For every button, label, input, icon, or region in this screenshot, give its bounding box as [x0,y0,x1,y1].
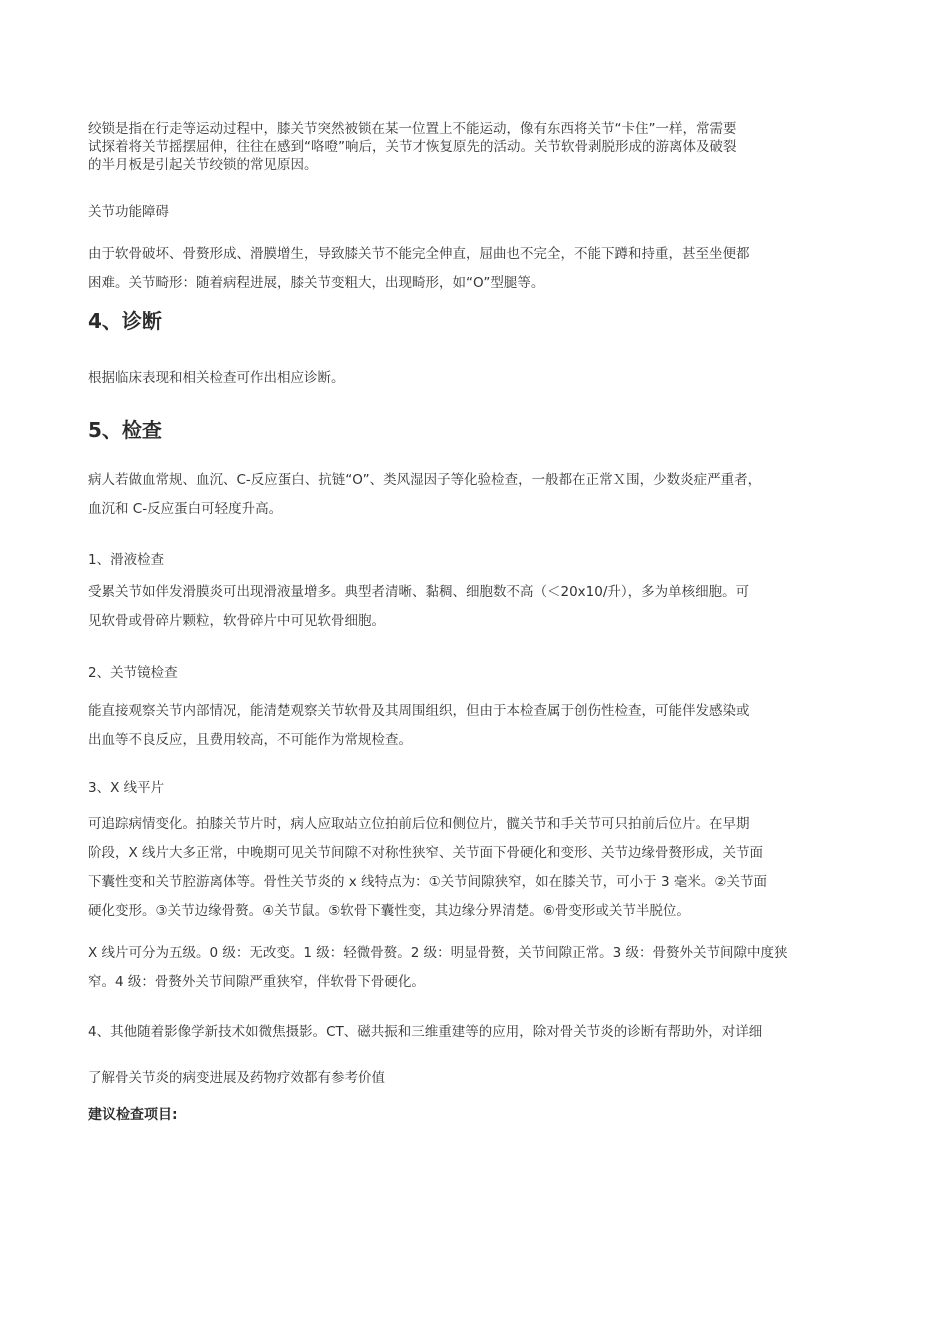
text-line: 阶段，X 线片大多正常，中晚期可见关节间隙不对称性狭窄、关节面下骨硬化和变形、关节边缘骨赘形成，关节面 [88,845,764,861]
text-line: 绞锁是指在行走等运动过程中，膝关节突然被锁在某一位置上不能运动，像有东西将关节“卡住”一样，常需要 [88,121,737,137]
paragraph-xray [88,810,868,926]
paragraph-arthroscopy [88,697,868,755]
text-line: 出血等不良反应，且费用较高，不可能作为常规检查。 [88,732,412,748]
paragraph-other-line2 [88,1066,868,1086]
paragraph-synovial [88,578,868,636]
text-line: 的半月板是引起关节绞锁的常见原因。 [88,157,318,173]
text-line: 硬化变形。③关节边缘骨赘。④关节鼠。⑤软骨下囊性变，其边缘分界清楚。⑥骨变形或关节半脱位。 [88,903,690,919]
text-line: 病人若做血常规、血沉、C-反应蛋白、抗链“O”、类风湿因子等化验检查，一般都在正常Ｘ围，少数炎症严重者， [88,472,762,488]
paragraph-exam [88,466,868,524]
text-line: 了解骨关节炎的病变进展及药物疗效都有参考价值 [88,1070,385,1086]
paragraph-other-line1 [88,1020,868,1040]
text-line: 见软骨或骨碎片颗粒，软骨碎片中可见软骨细胞。 [88,613,385,629]
text-line: 可追踪病情变化。拍膝关节片时，病人应取站立位拍前后位和侧位片，髋关节和手关节可只拍前后位片。在早期 [88,816,750,832]
text-line: 由于软骨破坏、骨赘形成、滑膜增生，导致膝关节不能完全伸直，屈曲也不完全，不能下蹲和持重，甚至坐便都 [88,246,750,262]
subheading-synovial: 1、滑液检查 [88,552,165,568]
paragraph-diagnosis: 根据临床表现和相关检查可作出相应诊断。 [88,370,345,386]
paragraph-locking [88,120,868,174]
subheading-dysfunction: 关节功能障碍 [88,204,169,220]
heading-exam: 5、检查 [88,418,162,442]
paragraph-grades [88,939,868,997]
text-line: 困难。关节畸形：随着病程进展，膝关节变粗大，出现畸形，如“O”型腿等。 [88,275,545,291]
text-line: 能直接观察关节内部情况，能清楚观察关节软骨及其周围组织，但由于本检查属于创伤性检查，可能伴发感染或 [88,703,750,719]
paragraph-dysfunction [88,240,868,298]
text-line: 试探着将关节摇摆屈伸，往往在感到“咯噔”响后，关节才恢复原先的活动。关节软骨剥脱形成的游离体及破裂 [88,139,737,155]
text-line: 下囊性变和关节腔游离体等。骨性关节炎的 x 线特点为：①关节间隙狭窄，如在膝关节，可小于 3 毫米。②关节面 [88,874,767,890]
text-line: X 线片可分为五级。0 级：无改变。1 级：轻微骨赘。2 级：明显骨赘，关节间隙正常。3 级：骨赘外关节间隙中度狭 [88,945,788,961]
text-line: 血沉和 C-反应蛋白可轻度升高。 [88,501,283,517]
subheading-arthroscopy: 2、关节镜检查 [88,665,178,681]
text-line: 受累关节如伴发滑膜炎可出现滑液量增多。典型者清晰、黏稠、细胞数不高（＜20x10/升），多为单核细胞。可 [88,584,750,600]
subheading-xray: 3、X 线平片 [88,780,165,796]
text-line: 4、其他随着影像学新技术如微焦摄影。CT、磁共振和三维重建等的应用，除对骨关节炎的诊断有帮助外，对详细 [88,1024,763,1040]
text-line: 窄。4 级：骨赘外关节间隙严重狭窄，伴软骨下骨硬化。 [88,974,425,990]
recommend-label: 建议检查项目: [88,1107,178,1123]
heading-diagnosis: 4、诊断 [88,309,162,333]
